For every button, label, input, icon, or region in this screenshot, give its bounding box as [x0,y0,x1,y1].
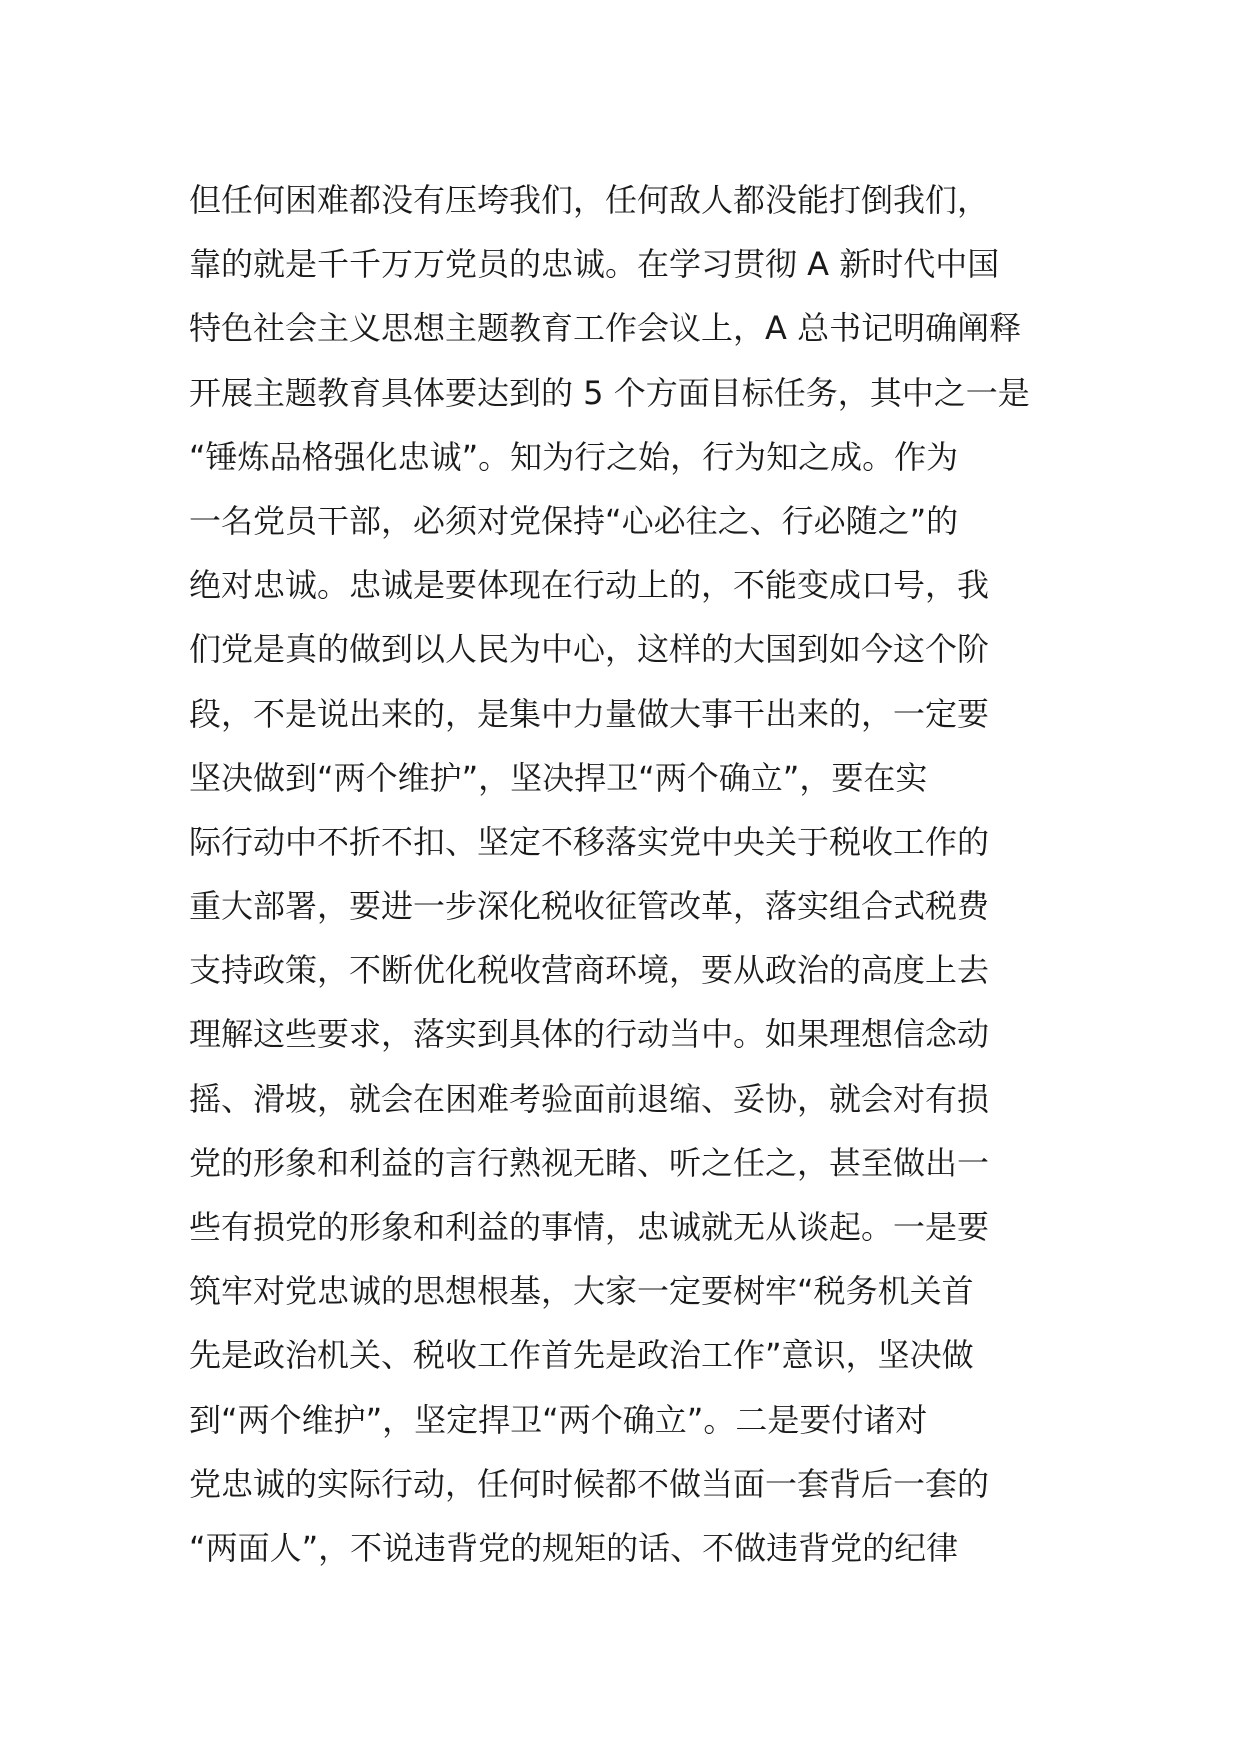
text-line: “锤炼品格强化忠诚”。知为行之始，行为知之成。作为 [189,437,959,476]
text-line: 先是政治机关、税收工作首先是政治工作”意识，坚决做 [189,1336,974,1375]
body-paragraph [189,168,1069,1580]
text-line: 际行动中不折不扣、坚定不移落实党中央关于税收工作的 [189,822,990,861]
text-line: 支持政策，不断优化税收营商环境，要从政治的高度上去 [189,951,990,990]
text-line: 坚决做到“两个维护”，坚决捍卫“两个确立”，要在实 [189,758,928,797]
text-line: 但任何困难都没有压垮我们，任何敌人都没能打倒我们， [189,181,990,219]
text-line: 到“两个维护”，坚定捍卫“两个确立”。二是要付诸对 [189,1400,928,1439]
text-line: 重大部署，要进一步深化税收征管改革，落实组合式税费 [189,887,990,926]
text-line: 一名党员干部，必须对党保持“心必往之、行必随之”的 [189,501,959,540]
text-line: 党的形象和利益的言行熟视无睹、听之任之，甚至做出一 [189,1143,990,1182]
text-line: 理解这些要求，落实到具体的行动当中。如果理想信念动 [189,1015,990,1054]
text-line: 党忠诚的实际行动，任何时候都不做当面一套背后一套的 [189,1464,990,1503]
text-line: 绝对忠诚。忠诚是要体现在行动上的，不能变成口号，我 [189,566,990,605]
text-line: 些有损党的形象和利益的事情，忠诚就无从谈起。一是要 [189,1208,990,1246]
text-line: 摇、滑坡，就会在困难考验面前退缩、妥协，就会对有损 [189,1079,990,1118]
text-line: “两面人”，不说违背党的规矩的话、不做违背党的纪律 [189,1528,959,1567]
text-line: 段，不是说出来的，是集中力量做大事干出来的，一定要 [189,694,990,733]
text-line: 靠的就是千千万万党员的忠诚。在学习贯彻 A 新时代中国 [189,245,1000,284]
text-line: 开展主题教育具体要达到的 5 个方面目标任务，其中之一是 [189,373,1030,412]
text-line: 们党是真的做到以人民为中心，这样的大国到如今这个阶 [189,630,990,669]
text-line: 特色社会主义思想主题教育工作会议上，A 总书记明确阐释 [189,309,1022,348]
text-line: 筑牢对党忠诚的思想根基，大家一定要树牢“税务机关首 [189,1272,974,1311]
